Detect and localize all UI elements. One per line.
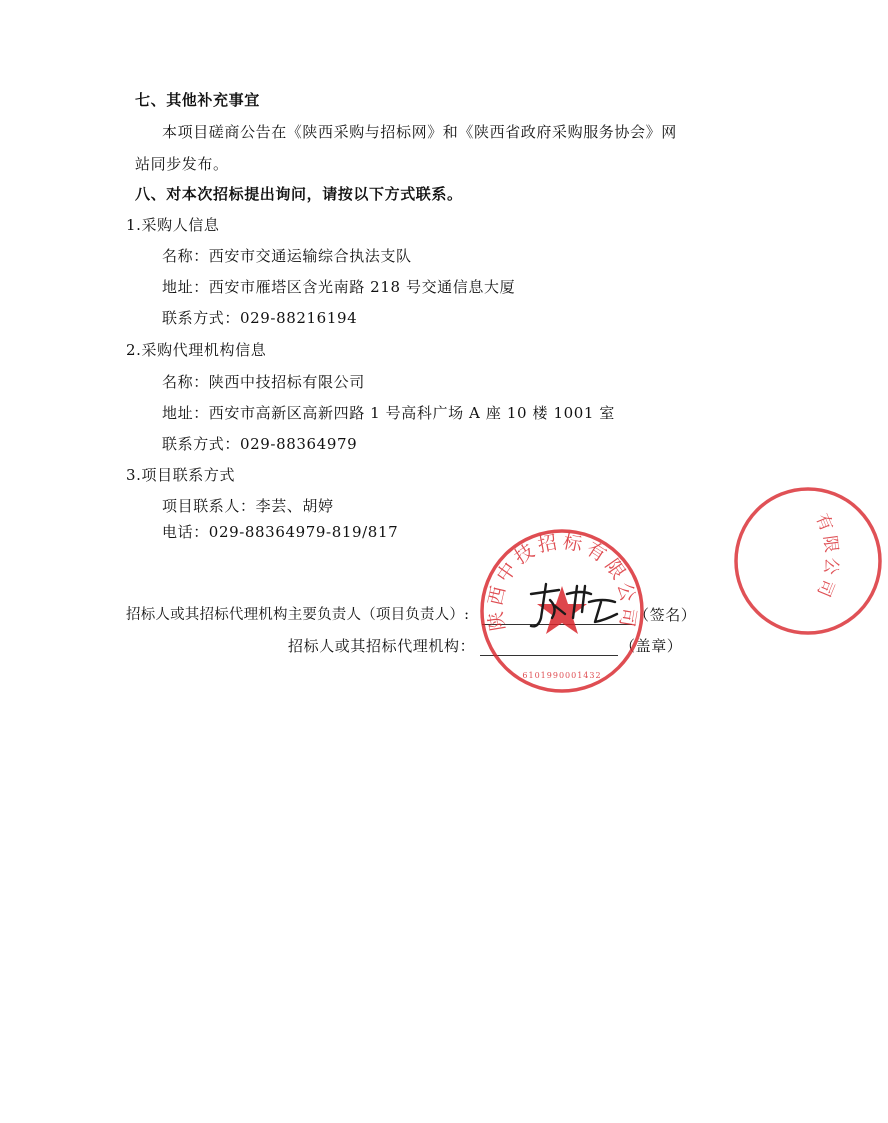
company-seal: [479, 528, 645, 694]
signature-suffix: （签名）: [634, 606, 697, 624]
project-contact-title: 3.项目联系方式: [126, 466, 236, 484]
agency-address: 地址：西安市高新区高新四路 1 号高科广场 A 座 10 楼 1001 室: [162, 404, 615, 422]
section-7-paragraph-line-1: 本项目磋商公告在《陕西采购与招标网》和《陕西省政府采购服务协会》网: [162, 123, 677, 141]
company-seal-arc-text: 陕西中技招标有限公司: [484, 530, 640, 633]
signature-label: 招标人或其招标代理机构主要负责人（项目负责人）:: [126, 607, 470, 623]
edge-seal-arc-text: 有限公司: [811, 510, 842, 604]
stamp-label: 招标人或其招标代理机构：: [288, 637, 476, 655]
agency-contact: 联系方式：029-88364979: [162, 435, 358, 453]
section-7-paragraph-line-2: 站同步发布。: [135, 155, 229, 173]
purchaser-name: 名称：西安市交通运输综合执法支队: [162, 247, 412, 265]
edge-seal: [728, 487, 842, 635]
agency-name: 名称：陕西中技招标有限公司: [162, 373, 365, 391]
handwritten-signature: [525, 578, 625, 638]
agency-title: 2.采购代理机构信息: [126, 341, 267, 359]
project-contact-phone: 电话：029-88364979-819/817: [162, 523, 399, 541]
purchaser-address: 地址：西安市雁塔区含光南路 218 号交通信息大厦: [162, 278, 516, 296]
project-contact-persons: 项目联系人：李芸、胡婷: [162, 497, 334, 515]
section-7-heading: 七、其他补充事宜: [135, 91, 260, 109]
purchaser-contact: 联系方式：029-88216194: [162, 309, 358, 327]
stamp-line: [480, 655, 618, 656]
svg-text:有限公司: [811, 511, 841, 603]
stamp-suffix: （盖章）: [620, 637, 683, 655]
signature-line: [482, 624, 632, 625]
company-seal-code: 6101990001432: [522, 671, 602, 680]
company-seal-graphic: [479, 528, 645, 694]
section-8-heading: 八、对本次招标提出询问，请按以下方式联系。: [135, 185, 463, 203]
purchaser-title: 1.采购人信息: [126, 216, 220, 234]
svg-text:陕西中技招标有限公司: [484, 531, 640, 633]
edge-seal-graphic: [728, 487, 888, 635]
